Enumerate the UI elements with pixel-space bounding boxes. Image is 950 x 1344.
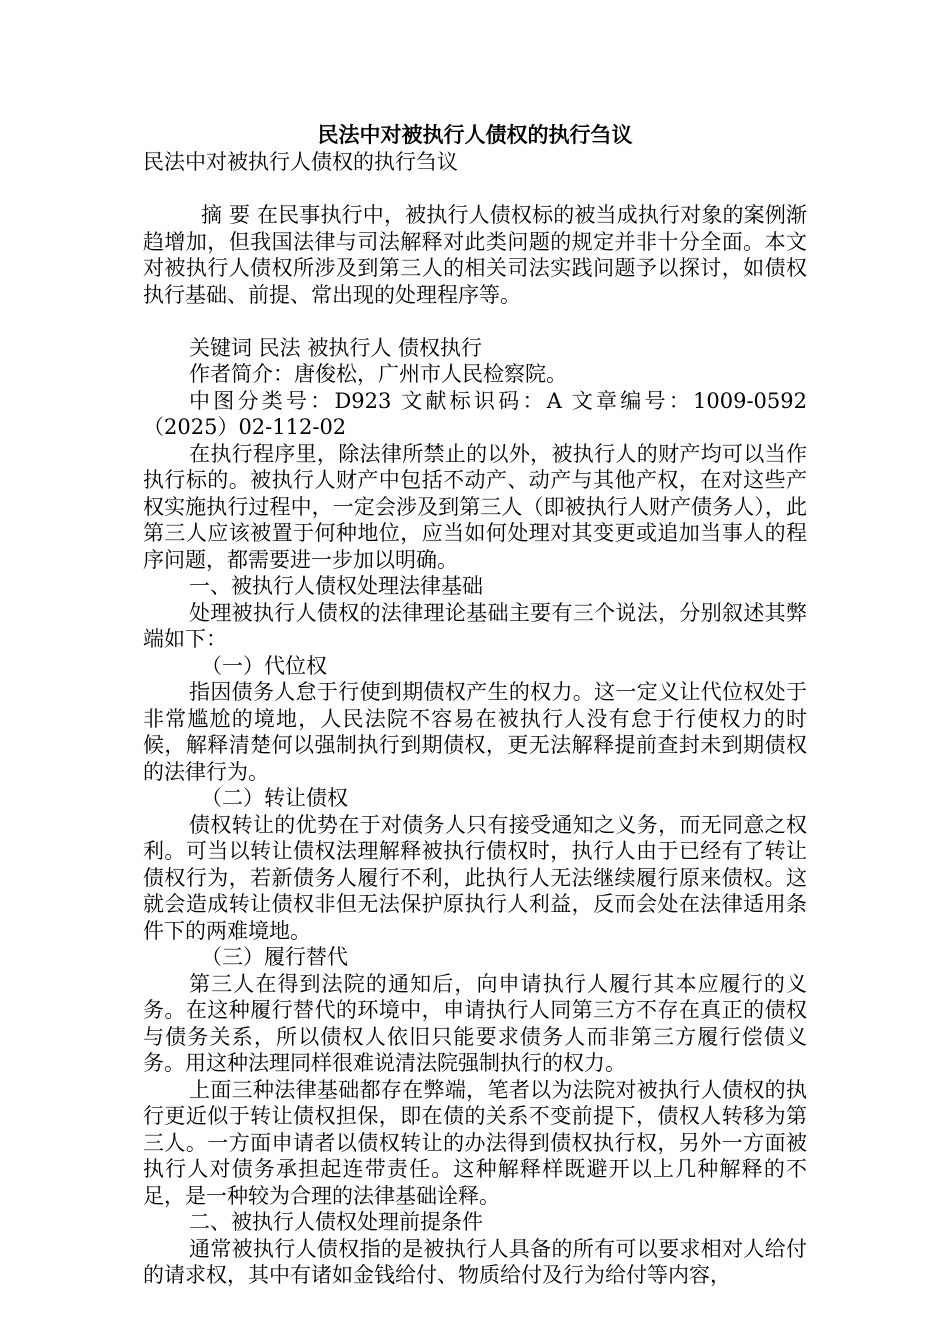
keywords-line: 关键词 民法 被执行人 债权执行	[189, 335, 483, 360]
body-paragraph: 上面三种法律基础都存在弊端，笔者以为法院对被执行人债权的执行更近似于转让债权担保，即在债的关系不变前提下，债权人转移为第三人。一方面申请者以债权转让的办法得到债权执行权，另外一方面被执行人对债务承担起连带责任。这种解释样既避开以上几种解释的不足，是一种较为合理的法律基础诠释。	[143, 1077, 807, 1208]
subsection-heading: （三）履行替代	[201, 945, 348, 969]
spacer	[143, 308, 807, 335]
document-body	[143, 149, 807, 1289]
classification-line: 中图分类号：D923 文献标识码：A 文章编号：1009-0592（2025）02-112-02	[143, 388, 807, 439]
section-heading: 二、被执行人债权处理前提条件	[189, 1210, 483, 1234]
body-paragraph: 指因债务人怠于行使到期债权产生的权力。这一定义让代位权处于非常尴尬的境地，人民法院不容易在被执行人没有怠于行使权力的时候，解释清楚何以强制执行到期债权，更无法解释提前查封未到期债权的法律行为。	[143, 680, 807, 784]
author-line: 作者简介：唐俊松，广州市人民检察院。	[189, 362, 567, 386]
document-subtitle: 民法中对被执行人债权的执行刍议	[143, 150, 458, 174]
spacer	[143, 176, 807, 203]
abstract-paragraph: 摘 要 在民事执行中，被执行人债权标的被当成执行对象的案例渐趋增加，但我国法律与司法解释对此类问题的规定并非十分全面。本文对被执行人债权所涉及到第三人的相关司法实践问题予以探讨，如债权执行基础、前提、常出现的处理程序等。	[143, 203, 807, 307]
body-paragraph: 处理被执行人债权的法律理论基础主要有三个说法，分别叙述其弊端如下：	[143, 600, 807, 651]
body-paragraph: 债权转让的优势在于对债务人只有接受通知之义务，而无同意之权利。可当以转让债权法理解释被执行债权时，执行人由于已经有了转让债权行为，若新债务人履行不利，此执行人无法继续履行原来债权。这就会造成转让债权非但无法保护原执行人利益，反而会处在法律适用条件下的两难境地。	[143, 812, 807, 943]
body-paragraph: 通常被执行人债权指的是被执行人具备的所有可以要求相对人给付的请求权，其中有诸如金钱给付、物质给付及行为给付等内容，	[143, 1236, 807, 1287]
body-paragraph: 在执行程序里，除法律所禁止的以外，被执行人的财产均可以当作执行标的。被执行人财产中包括不动产、动产与其他产权，在对这些产权实施执行过程中，一定会涉及到第三人（即被执行人财产债务人），此第三人应该被置于何种地位，应当如何处理对其变更或追加当事人的程序问题，都需要进一步加以明确。	[143, 441, 807, 572]
document-title: 民法中对被执行人债权的执行刍议	[317, 122, 633, 147]
body-paragraph: 第三人在得到法院的通知后，向申请执行人履行其本应履行的义务。在这种履行替代的环境中，申请执行人同第三方不存在真正的债权与债务关系，所以债权人依旧只能要求债务人而非第三方履行偿债义务。用这种法理同样很难说清法院强制执行的权力。	[143, 971, 807, 1075]
section-heading: 一、被执行人债权处理法律基础	[189, 574, 483, 598]
subsection-heading: （二）转让债权	[201, 786, 348, 810]
subsection-heading: （一）代位权	[201, 653, 327, 678]
